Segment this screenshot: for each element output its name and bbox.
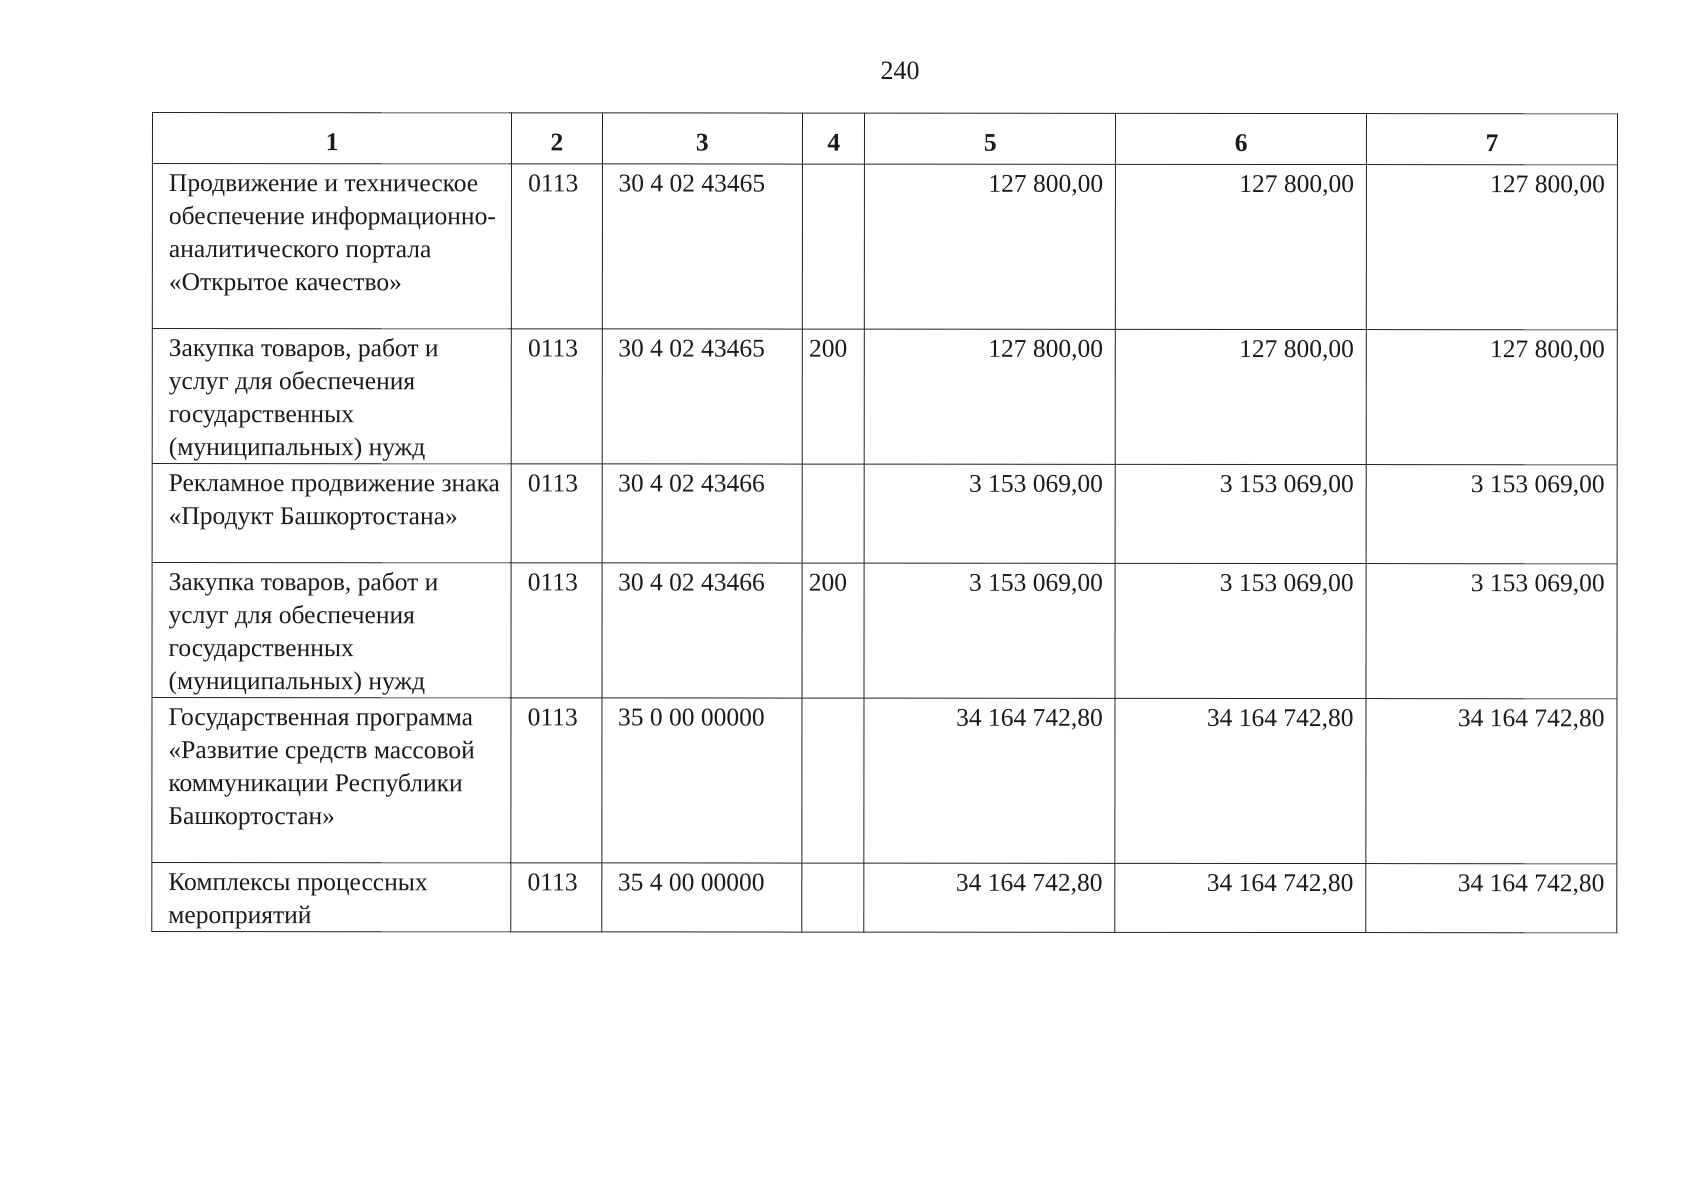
header-cell-2: 2: [512, 113, 602, 164]
row-amount-6: 127 800,00: [1115, 329, 1366, 464]
header-cell-6: 6: [1116, 113, 1367, 164]
header-cell-3: 3: [602, 113, 803, 164]
table-row: [152, 329, 1617, 465]
row-amount-6: 34 164 742,80: [1115, 698, 1366, 863]
row-amount-7: 3 153 069,00: [1366, 564, 1617, 699]
row-amount-5: 34 164 742,80: [864, 863, 1115, 932]
row-amount-5: 127 800,00: [865, 329, 1116, 464]
row-name: Комплексы процессных мероприятий: [152, 863, 511, 932]
row-name: Закупка товаров, работ и услуг для обеспечения государственных (муниципальных) нужд: [152, 563, 511, 698]
row-expense-type: [802, 698, 864, 863]
row-amount-6: 34 164 742,80: [1115, 863, 1366, 932]
header-cell-4: 4: [803, 113, 865, 164]
row-target-code: 35 4 00 00000: [601, 863, 802, 932]
row-target-code: 30 4 02 43466: [602, 563, 803, 698]
table-row: [152, 164, 1617, 330]
page-number: 240: [880, 56, 920, 85]
row-expense-type: 200: [802, 329, 864, 464]
row-amount-7: 3 153 069,00: [1366, 465, 1617, 564]
row-section-code: 0113: [511, 329, 601, 464]
row-section-code: 0113: [512, 164, 602, 329]
row-target-code: 30 4 02 43466: [602, 464, 803, 563]
row-amount-6: 3 153 069,00: [1115, 464, 1366, 563]
budget-table: [151, 112, 1618, 933]
header-row: [152, 113, 1617, 165]
row-target-code: 30 4 02 43465: [602, 164, 803, 329]
row-section-code: 0113: [511, 698, 601, 863]
header-cell-5: 5: [865, 113, 1116, 164]
row-amount-7: 127 800,00: [1366, 165, 1617, 330]
row-expense-type: [802, 863, 864, 932]
table-header: [152, 113, 1617, 165]
table-body: [152, 164, 1618, 933]
header-cell-1: 1: [152, 113, 511, 164]
row-target-code: 35 0 00 00000: [601, 698, 802, 863]
row-amount-6: 127 800,00: [1116, 164, 1367, 329]
row-name: Продвижение и техническое обеспечение информационно-аналитического портала «Открытое качество»: [152, 164, 511, 329]
row-section-code: 0113: [511, 863, 601, 932]
row-expense-type: [802, 164, 864, 329]
table-row: [152, 863, 1617, 933]
row-expense-type: [802, 464, 864, 563]
row-amount-7: 34 164 742,80: [1366, 864, 1617, 933]
row-amount-6: 3 153 069,00: [1115, 563, 1366, 698]
header-cell-7: 7: [1367, 114, 1618, 165]
table-row: [152, 563, 1617, 699]
row-name: Государственная программа «Развитие средств массовой коммуникации Республики Башкортостан»: [152, 698, 511, 863]
row-section-code: 0113: [511, 563, 601, 698]
row-expense-type: 200: [802, 563, 864, 698]
row-name: Закупка товаров, работ и услуг для обеспечения государственных (муниципальных) нужд: [152, 329, 511, 464]
table-row: [152, 464, 1617, 564]
row-amount-7: 127 800,00: [1366, 330, 1617, 465]
table-row: [152, 698, 1617, 864]
row-name: Рекламное продвижение знака «Продукт Башкортостана»: [152, 464, 511, 563]
row-section-code: 0113: [511, 464, 601, 563]
row-amount-5: 3 153 069,00: [864, 464, 1115, 563]
row-target-code: 30 4 02 43465: [602, 329, 803, 464]
row-amount-5: 3 153 069,00: [864, 563, 1115, 698]
row-amount-5: 34 164 742,80: [864, 698, 1115, 863]
row-amount-7: 34 164 742,80: [1366, 699, 1617, 864]
row-amount-5: 127 800,00: [865, 164, 1116, 329]
